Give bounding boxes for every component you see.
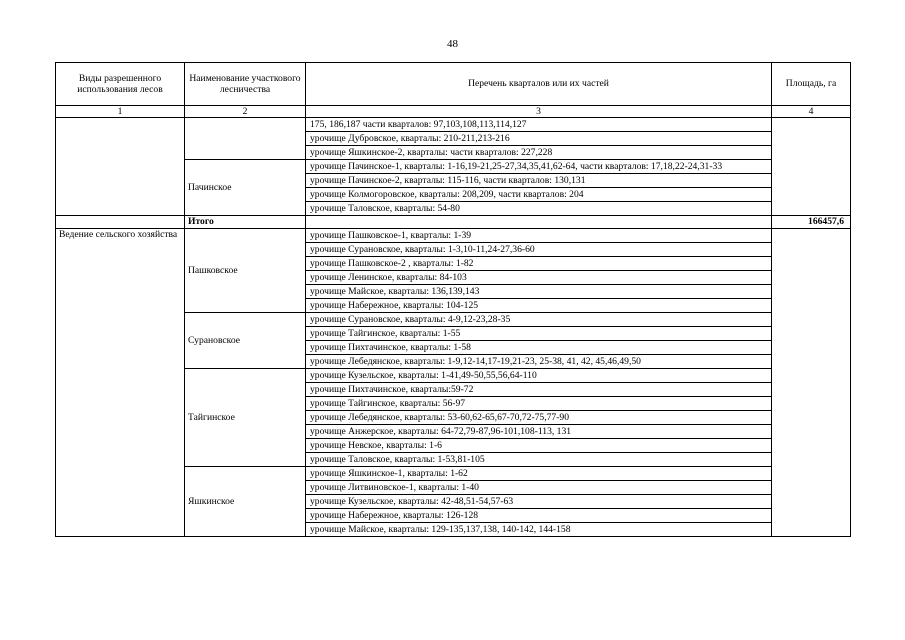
forest-usage-table <box>55 62 851 537</box>
quarters-cell: урочище Пихтачинское, кварталы: 1-58 <box>306 341 772 355</box>
column-number-row <box>56 106 851 118</box>
quarters-cell: урочище Тайгинское, кварталы: 56-97 <box>306 397 772 411</box>
quarters-cell: урочище Невское, кварталы: 1-6 <box>306 439 772 453</box>
header-quarters-list: Перечень кварталов или их частей <box>306 63 772 106</box>
quarters-cell: урочище Анжерское, кварталы: 64-72,79-87,96-101,108-113, 131 <box>306 425 772 439</box>
header-forestry-name: Наименование участкового лесничества <box>185 63 306 106</box>
quarters-cell: урочище Кузельское, кварталы: 42-48,51-54,57-63 <box>306 495 772 509</box>
column-number: 2 <box>185 106 306 118</box>
quarters-cell: урочище Майское, кварталы: 129-135,137,138, 140-142, 144-158 <box>306 523 772 537</box>
quarters-cell: урочище Яшкинское-2, кварталы: части кварталов: 227,228 <box>306 146 772 160</box>
quarters-cell: урочище Пихтачинское, кварталы:59-72 <box>306 383 772 397</box>
total-area: 166457,6 <box>772 216 851 229</box>
quarters-cell: урочище Сурановское, кварталы: 4-9,12-23,28-35 <box>306 313 772 327</box>
quarters-cell: урочище Пачинское-2, кварталы: 115-116, части кварталов: 130,131 <box>306 174 772 188</box>
table-body <box>56 118 851 537</box>
table-row <box>56 118 851 132</box>
column-number: 3 <box>306 106 772 118</box>
forestry-name-cell: Пачинское <box>185 160 306 216</box>
quarters-cell: урочище Тайгинское, кварталы: 1-55 <box>306 327 772 341</box>
column-number: 4 <box>772 106 851 118</box>
quarters-cell: урочище Литвиновское-1, кварталы: 1-40 <box>306 481 772 495</box>
forestry-name-cell: Яшкинское <box>185 467 306 537</box>
quarters-cell: урочище Ленинское, кварталы: 84-103 <box>306 271 772 285</box>
quarters-cell: урочище Сурановское, кварталы: 1-3,10-11,24-27,36-60 <box>306 243 772 257</box>
page-number: 48 <box>447 38 458 50</box>
quarters-cell: урочище Дубровское, кварталы: 210-211,213-216 <box>306 132 772 146</box>
total-label: Итого <box>185 216 306 229</box>
forestry-name-cell: Пашковское <box>185 229 306 313</box>
table-row <box>56 229 851 243</box>
area-cell <box>772 229 851 537</box>
usage-type-cell: Ведение сельского хозяйства <box>56 229 185 537</box>
quarters-cell: 175, 186,187 части кварталов: 97,103,108,113,114,127 <box>306 118 772 132</box>
forestry-name-cell: Сурановское <box>185 313 306 369</box>
usage-type-cell <box>56 118 185 216</box>
column-number: 1 <box>56 106 185 118</box>
forestry-name-cell: Тайгинское <box>185 369 306 467</box>
total-row <box>56 216 851 229</box>
total-usage-cell <box>56 216 185 229</box>
table-header-row <box>56 63 851 106</box>
quarters-cell: урочище Таловское, кварталы: 54-80 <box>306 202 772 216</box>
quarters-cell: урочище Кузельское, кварталы: 1-41,49-50,55,56,64-110 <box>306 369 772 383</box>
quarters-cell: урочище Лебедянское, кварталы: 53-60,62-65,67-70,72-75,77-90 <box>306 411 772 425</box>
quarters-cell: урочище Яшкинское-1, кварталы: 1-62 <box>306 467 772 481</box>
quarters-cell: урочище Пачинское-1, кварталы: 1-16,19-21,25-27,34,35,41,62-64, части кварталов: 17,18,22-24,31-33 <box>306 160 772 174</box>
header-usage-type: Виды разрешенного использования лесов <box>56 63 185 106</box>
forestry-name-cell <box>185 118 306 160</box>
header-area: Площадь, га <box>772 63 851 106</box>
quarters-cell: урочище Набережное, кварталы: 104-125 <box>306 299 772 313</box>
quarters-cell: урочище Таловское, кварталы: 1-53,81-105 <box>306 453 772 467</box>
quarters-cell: урочище Колмогоровское, кварталы: 208,209, части кварталов: 204 <box>306 188 772 202</box>
quarters-cell: урочище Майское, кварталы: 136,139,143 <box>306 285 772 299</box>
total-quarters-cell <box>306 216 772 229</box>
quarters-cell: урочище Пашковское-1, кварталы: 1-39 <box>306 229 772 243</box>
area-cell <box>772 118 851 216</box>
quarters-cell: урочище Пашковское-2 , кварталы: 1-82 <box>306 257 772 271</box>
quarters-cell: урочище Набережное, кварталы: 126-128 <box>306 509 772 523</box>
quarters-cell: урочище Лебедянское, кварталы: 1-9,12-14,17-19,21-23, 25-38, 41, 42, 45,46,49,50 <box>306 355 772 369</box>
